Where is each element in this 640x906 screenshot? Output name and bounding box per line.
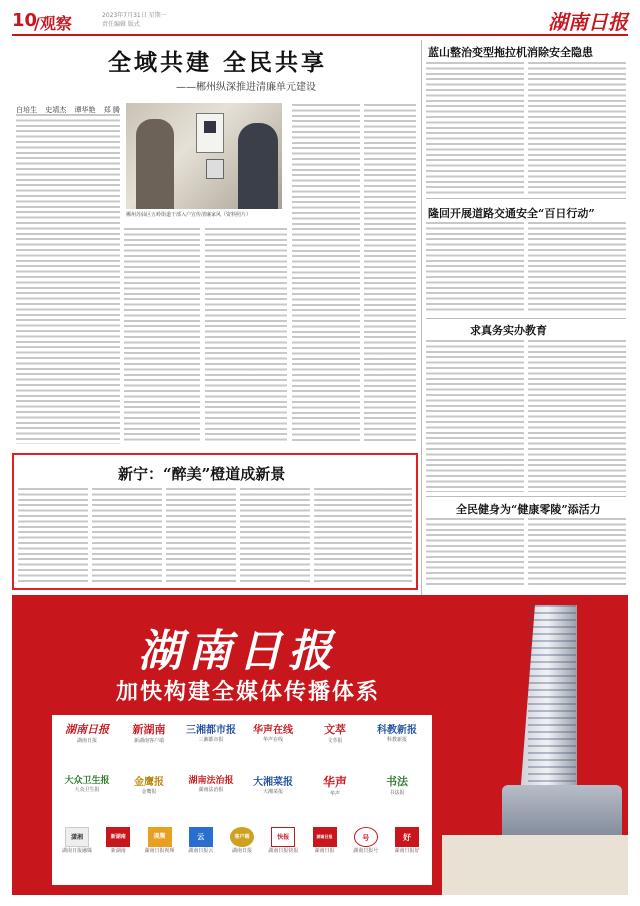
- main-story-col-1: [16, 114, 120, 444]
- main-story-col-2: [124, 228, 200, 444]
- tile-row-2: [58, 773, 426, 819]
- highlight-story-col: [166, 488, 236, 584]
- media-tile: 华声 华声: [322, 775, 347, 797]
- page-number: 10: [12, 10, 38, 31]
- highlight-story-col: [92, 488, 162, 584]
- main-story-col-3: [205, 228, 287, 444]
- media-tile: 书法 书法报: [386, 775, 408, 796]
- date-text: 2023年7月31日 星期一: [102, 12, 167, 19]
- media-tile: 潇湘 湖南日报融媒: [58, 827, 96, 879]
- tile-row-3: [58, 827, 426, 879]
- section-name: /观察: [34, 14, 72, 33]
- byline-author: 史靖杰: [45, 106, 67, 114]
- right-story-text: [426, 222, 524, 314]
- story-divider: [426, 318, 626, 319]
- right-story-title: 求真务实办教育: [470, 324, 547, 337]
- highlight-story-title: 新宁：“醉美”橙道成新景: [118, 465, 286, 483]
- media-tile: 大众卫生报 大众卫生报: [64, 776, 110, 793]
- media-tile: 云 湖南日报云: [182, 827, 220, 879]
- right-story-title: 隆回开展道路交通安全“百日行动”: [428, 207, 595, 220]
- highlight-story-col: [314, 488, 412, 584]
- photo-caption: 郴州苏仙区五岭街道干部入户宣传清廉家风（资料照片）: [126, 212, 252, 218]
- media-tile: 大湘菜报 大湘菜报: [253, 777, 293, 795]
- story-divider: [426, 198, 626, 199]
- right-story-text: [426, 340, 524, 492]
- ad-slogan: 加快构建全媒体传播体系: [116, 679, 381, 705]
- ad-brand: 湖南日报: [138, 626, 338, 677]
- media-tile: 三湘都市报 三湘都市报: [186, 725, 236, 743]
- right-story-text: [528, 62, 626, 194]
- main-story-photo: [126, 103, 282, 209]
- media-tile: 客户端 湖南日报: [223, 827, 261, 879]
- right-story-text: [528, 222, 626, 314]
- media-tile: 好 湖南日报好: [388, 827, 426, 879]
- byline-author: 谭华艳: [74, 106, 96, 114]
- media-tile: 文萃 文萃报: [324, 723, 346, 744]
- column-divider: [421, 40, 422, 600]
- story-divider: [426, 496, 626, 497]
- media-tile-panel: [52, 715, 432, 885]
- media-tile: 湖南日报 湖南日报: [306, 827, 344, 879]
- right-story-text: [528, 340, 626, 492]
- highlight-story-col: [18, 488, 88, 584]
- byline-author: 白培生: [16, 106, 37, 114]
- main-story-col-4: [292, 104, 360, 444]
- media-tile: 金鹰报 金鹰报: [134, 777, 164, 795]
- right-story-title: 全民健身为“健康零陵”添活力: [456, 503, 601, 516]
- masthead-logo: 湖南日报: [548, 10, 628, 34]
- media-tile: 湖南日报 湖南日报: [65, 723, 109, 744]
- right-story-text: [426, 62, 524, 194]
- highlight-story-col: [240, 488, 310, 584]
- building-illustration: [442, 595, 628, 895]
- main-story-subtitle: ——郴州纵深推进清廉单元建设: [176, 82, 316, 93]
- ad-banner: [12, 595, 628, 895]
- main-story-title: 全域共建 全民共享: [108, 49, 328, 76]
- page-header: [12, 6, 628, 34]
- right-story-text: [426, 518, 524, 588]
- tile-row-1: [58, 721, 426, 767]
- media-tile: 快报 湖南日报快报: [264, 827, 302, 879]
- media-tile: 科教新报 科教新报: [377, 725, 417, 743]
- media-tile: 华声在线 华声在线: [253, 725, 293, 743]
- media-tile: 湖南法治报 湖南法治报: [188, 776, 234, 793]
- media-tile: 视频 湖南日报视频: [141, 827, 179, 879]
- media-tile: 新湖南 新湖南: [99, 827, 137, 879]
- main-story-col-5: [364, 104, 416, 444]
- right-story-title: 蓝山整治变型拖拉机消除安全隐患: [428, 46, 593, 59]
- media-tile: 号 湖南日报号: [347, 827, 385, 879]
- byline-author: 郑 腾: [103, 106, 120, 114]
- header-rule: [12, 34, 628, 36]
- media-tile: 新湖南 新湖南客户端: [132, 723, 166, 744]
- editor-text: 责任编辑 版式: [102, 21, 140, 28]
- right-story-text: [528, 518, 626, 588]
